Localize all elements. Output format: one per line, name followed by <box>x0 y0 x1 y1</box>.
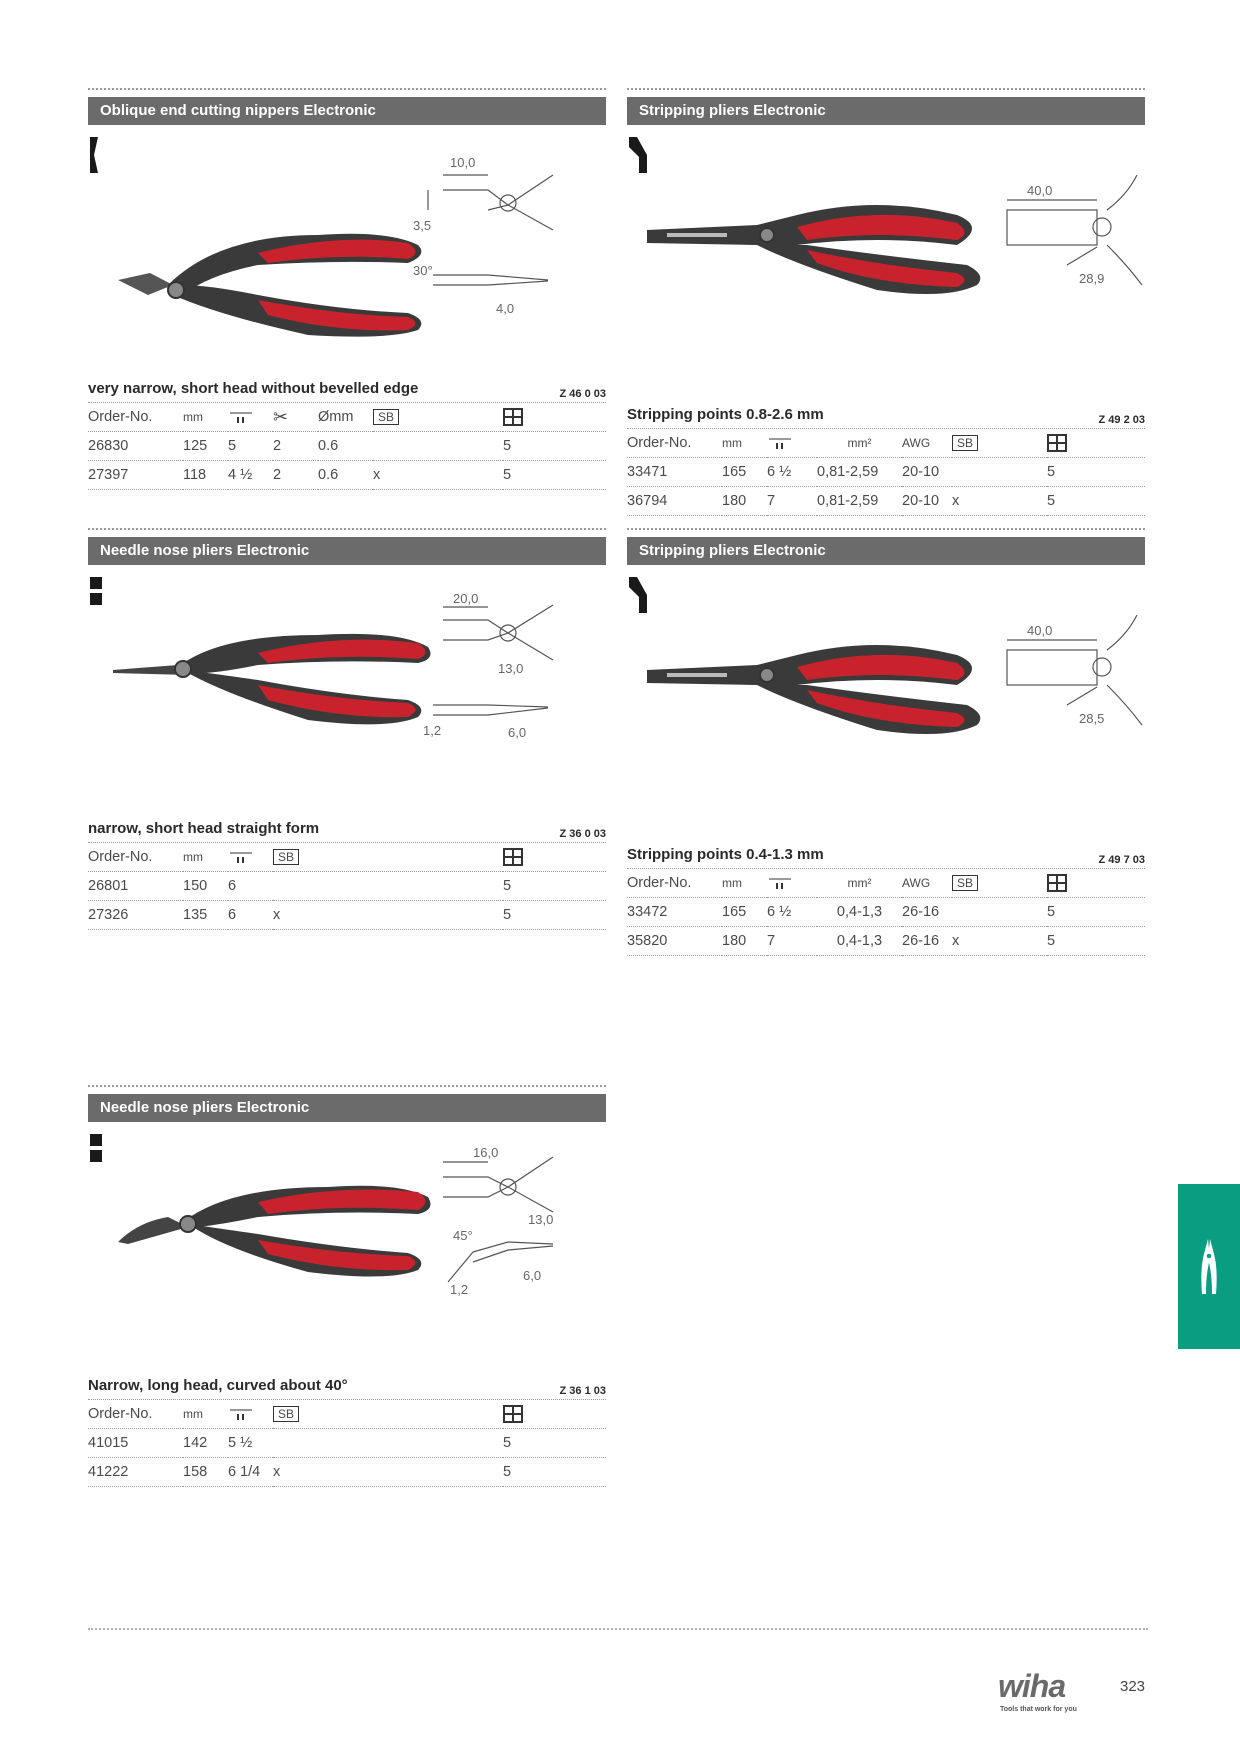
length-value: 118 <box>183 461 228 490</box>
table-header-row <box>627 869 1145 898</box>
product-photo <box>627 575 1145 780</box>
col-order-no: Order-No. <box>88 1400 183 1429</box>
dim-label: 6,0 <box>508 725 527 740</box>
dim-label: 30° <box>413 263 433 278</box>
cross-section-label: mm² <box>847 436 872 450</box>
length-mm-label: mm <box>722 436 742 450</box>
subtitle-row <box>88 374 606 403</box>
col-diameter: Ømm <box>318 403 373 432</box>
pack-value: 5 <box>503 1429 606 1458</box>
product-photo <box>88 1132 606 1337</box>
catalog-code: Z 49 7 03 <box>1098 854 1145 866</box>
section-subtitle: very narrow, short head without bevelled edge <box>88 380 419 397</box>
size-inch-icon <box>767 429 817 458</box>
pack-value: 5 <box>503 432 606 461</box>
pliers-icon <box>1178 1184 1240 1349</box>
order-number: 26830 <box>88 432 183 461</box>
head-shape-marker <box>629 577 647 613</box>
size-value: 6 1/4 <box>228 1458 273 1487</box>
spec-table <box>88 843 606 930</box>
dim-label: 3,5 <box>413 218 432 233</box>
sb-value <box>952 898 1047 927</box>
catalog-code: Z 36 1 03 <box>559 1385 606 1397</box>
length-mm-icon <box>183 1400 228 1429</box>
section-needle-nose-2 <box>88 1085 606 1487</box>
pack-icon <box>1047 869 1145 898</box>
pliers-image <box>627 135 1145 340</box>
head-shape-marker <box>629 137 647 173</box>
dim-label: 13,0 <box>528 1212 554 1227</box>
catalog-code: Z 49 2 03 <box>1098 414 1145 426</box>
pack-value: 5 <box>503 1458 606 1487</box>
brand-tagline: Tools that work for you <box>1000 1706 1077 1713</box>
table-row <box>88 1458 606 1487</box>
dim-label: 16,0 <box>473 1145 499 1160</box>
section-stripping-pliers-1 <box>627 88 1145 516</box>
size-value: 7 <box>767 487 817 516</box>
table-header-row <box>627 429 1145 458</box>
table-row <box>627 458 1145 487</box>
awg-value: 20-10 <box>902 458 952 487</box>
dim-label: 6,0 <box>523 1268 542 1283</box>
size-inch-icon <box>228 403 273 432</box>
dim-label: 20,0 <box>453 591 479 606</box>
section-divider <box>627 88 1145 90</box>
order-number: 26801 <box>88 872 183 901</box>
length-value: 180 <box>722 927 767 956</box>
size-value: 6 <box>228 872 273 901</box>
pack-value: 5 <box>1047 487 1145 516</box>
col-order-no: Order-No. <box>88 403 183 432</box>
awg-label: AWG <box>902 436 931 450</box>
cross-section-value: 0,4-1,3 <box>817 898 902 927</box>
cross-section-value: 0,81-2,59 <box>817 487 902 516</box>
cross-section-value: 0,4-1,3 <box>817 927 902 956</box>
section-title: Stripping pliers Electronic <box>627 537 1145 565</box>
length-mm-icon <box>183 403 228 432</box>
dim-label: 45° <box>453 1228 473 1243</box>
pliers-image <box>88 575 606 780</box>
head-shape-marker <box>90 1134 102 1146</box>
length-value: 150 <box>183 872 228 901</box>
length-value: 180 <box>722 487 767 516</box>
sb-pack-icon <box>952 869 1047 898</box>
awg-value: 20-10 <box>902 487 952 516</box>
sb-pack-icon <box>273 1400 503 1429</box>
length-mm-label: mm <box>183 850 203 864</box>
order-number: 27326 <box>88 901 183 930</box>
table-row <box>88 432 606 461</box>
col-order-no: Order-No. <box>627 429 722 458</box>
table-header-row <box>88 403 606 432</box>
pack-value: 5 <box>503 872 606 901</box>
table-row <box>88 1429 606 1458</box>
cut-value: 2 <box>273 432 318 461</box>
size-value: 6 ½ <box>767 458 817 487</box>
sb-value: x <box>952 927 1047 956</box>
order-number: 35820 <box>627 927 722 956</box>
section-divider <box>88 528 606 530</box>
sb-pack-icon <box>373 403 503 432</box>
cross-section-label: mm² <box>847 876 872 890</box>
sb-value <box>373 432 503 461</box>
order-number: 27397 <box>88 461 183 490</box>
size-value: 6 ½ <box>767 898 817 927</box>
section-title: Oblique end cutting nippers Electronic <box>88 97 606 125</box>
section-divider <box>627 528 1145 530</box>
sb-value <box>952 458 1047 487</box>
length-value: 165 <box>722 458 767 487</box>
section-oblique-cutters <box>88 88 606 490</box>
cross-section-value: 0,81-2,59 <box>817 458 902 487</box>
col-cross-section <box>817 869 902 898</box>
sb-label: SB <box>373 409 399 425</box>
product-photo <box>627 135 1145 340</box>
brand-logo <box>998 1668 1083 1716</box>
subtitle-row <box>627 400 1145 429</box>
page-number: 323 <box>1120 1678 1146 1695</box>
sb-pack-icon <box>952 429 1047 458</box>
col-cross-section <box>817 429 902 458</box>
sb-label: SB <box>952 435 978 451</box>
dimension-drawing <box>428 175 553 285</box>
sb-value: x <box>952 487 1047 516</box>
size-value: 5 ½ <box>228 1429 273 1458</box>
sb-value <box>273 1429 503 1458</box>
section-subtitle: narrow, short head straight form <box>88 820 320 837</box>
dim-label: 1,2 <box>450 1282 469 1297</box>
length-mm-icon <box>722 429 767 458</box>
table-header-row <box>88 1400 606 1429</box>
sb-value: x <box>273 1458 503 1487</box>
diameter-value: 0.6 <box>318 432 373 461</box>
spec-table <box>627 869 1145 956</box>
sb-label: SB <box>273 849 299 865</box>
section-needle-nose-1 <box>88 528 606 930</box>
length-value: 158 <box>183 1458 228 1487</box>
sb-pack-icon <box>273 843 503 872</box>
table-row <box>627 927 1145 956</box>
size-value: 7 <box>767 927 817 956</box>
sb-value <box>273 872 503 901</box>
dim-label: 28,5 <box>1079 711 1105 726</box>
catalog-code: Z 36 0 03 <box>559 828 606 840</box>
spec-table <box>88 1400 606 1487</box>
section-title: Needle nose pliers Electronic <box>88 537 606 565</box>
length-value: 135 <box>183 901 228 930</box>
section-title: Needle nose pliers Electronic <box>88 1094 606 1122</box>
dimension-drawing <box>433 605 553 715</box>
order-number: 41222 <box>88 1458 183 1487</box>
section-stripping-pliers-2 <box>627 528 1145 956</box>
dim-label: 40,0 <box>1027 183 1053 198</box>
col-awg <box>902 869 952 898</box>
dim-label: 1,2 <box>423 723 442 738</box>
table-row <box>88 872 606 901</box>
length-mm-icon <box>183 843 228 872</box>
subtitle-row <box>627 840 1145 869</box>
sb-value: x <box>273 901 503 930</box>
length-mm-label: mm <box>183 410 203 424</box>
length-mm-label: mm <box>183 1407 203 1421</box>
pack-icon <box>1047 429 1145 458</box>
pack-value: 5 <box>1047 458 1145 487</box>
section-subtitle: Narrow, long head, curved about 40° <box>88 1377 348 1394</box>
pliers-image <box>88 1132 606 1337</box>
pack-value: 5 <box>503 461 606 490</box>
pack-value: 5 <box>503 901 606 930</box>
length-mm-label: mm <box>722 876 742 890</box>
order-number: 33471 <box>627 458 722 487</box>
subtitle-row <box>88 1371 606 1400</box>
subtitle-row <box>88 814 606 843</box>
length-mm-icon <box>722 869 767 898</box>
head-shape-marker <box>90 137 98 173</box>
product-photo <box>88 575 606 780</box>
awg-label: AWG <box>902 876 931 890</box>
spec-table <box>627 429 1145 516</box>
dim-label: 40,0 <box>1027 623 1053 638</box>
pack-icon <box>503 843 606 872</box>
section-divider <box>88 1085 606 1087</box>
table-header-row <box>88 843 606 872</box>
table-row <box>627 487 1145 516</box>
length-value: 142 <box>183 1429 228 1458</box>
length-value: 125 <box>183 432 228 461</box>
size-inch-icon <box>228 843 273 872</box>
size-inch-icon <box>767 869 817 898</box>
dim-label: 4,0 <box>496 301 515 316</box>
sb-label: SB <box>952 875 978 891</box>
category-tab[interactable] <box>1178 1184 1240 1349</box>
order-number: 33472 <box>627 898 722 927</box>
dim-label: 10,0 <box>450 155 476 170</box>
length-value: 165 <box>722 898 767 927</box>
table-row <box>627 898 1145 927</box>
scissors-icon: ✂ <box>273 403 318 432</box>
footer-divider <box>88 1628 1148 1630</box>
table-row <box>88 901 606 930</box>
brand-wordmark: wiha <box>998 1668 1066 1704</box>
catalog-code: Z 46 0 03 <box>559 388 606 400</box>
size-inch-icon <box>228 1400 273 1429</box>
table-row <box>88 461 606 490</box>
size-value: 6 <box>228 901 273 930</box>
dim-label: 28,9 <box>1079 271 1105 286</box>
col-awg <box>902 429 952 458</box>
section-divider <box>88 88 606 90</box>
dim-label: 13,0 <box>498 661 524 676</box>
size-value: 4 ½ <box>228 461 273 490</box>
pack-icon <box>503 403 606 432</box>
sb-label: SB <box>273 1406 299 1422</box>
spec-table <box>88 403 606 490</box>
product-photo <box>88 135 606 340</box>
pliers-image <box>88 135 606 340</box>
pack-value: 5 <box>1047 898 1145 927</box>
diameter-value: 0.6 <box>318 461 373 490</box>
pliers-jaw <box>118 273 173 295</box>
col-order-no: Order-No. <box>627 869 722 898</box>
cut-value: 2 <box>273 461 318 490</box>
col-order-no: Order-No. <box>88 843 183 872</box>
awg-value: 26-16 <box>902 898 952 927</box>
section-subtitle: Stripping points 0.8-2.6 mm <box>627 406 824 423</box>
pack-icon <box>503 1400 606 1429</box>
section-title: Stripping pliers Electronic <box>627 97 1145 125</box>
awg-value: 26-16 <box>902 927 952 956</box>
pliers-image <box>627 575 1145 780</box>
section-subtitle: Stripping points 0.4-1.3 mm <box>627 846 824 863</box>
order-number: 41015 <box>88 1429 183 1458</box>
pack-value: 5 <box>1047 927 1145 956</box>
size-value: 5 <box>228 432 273 461</box>
sb-value: x <box>373 461 503 490</box>
order-number: 36794 <box>627 487 722 516</box>
head-shape-marker <box>90 577 102 589</box>
